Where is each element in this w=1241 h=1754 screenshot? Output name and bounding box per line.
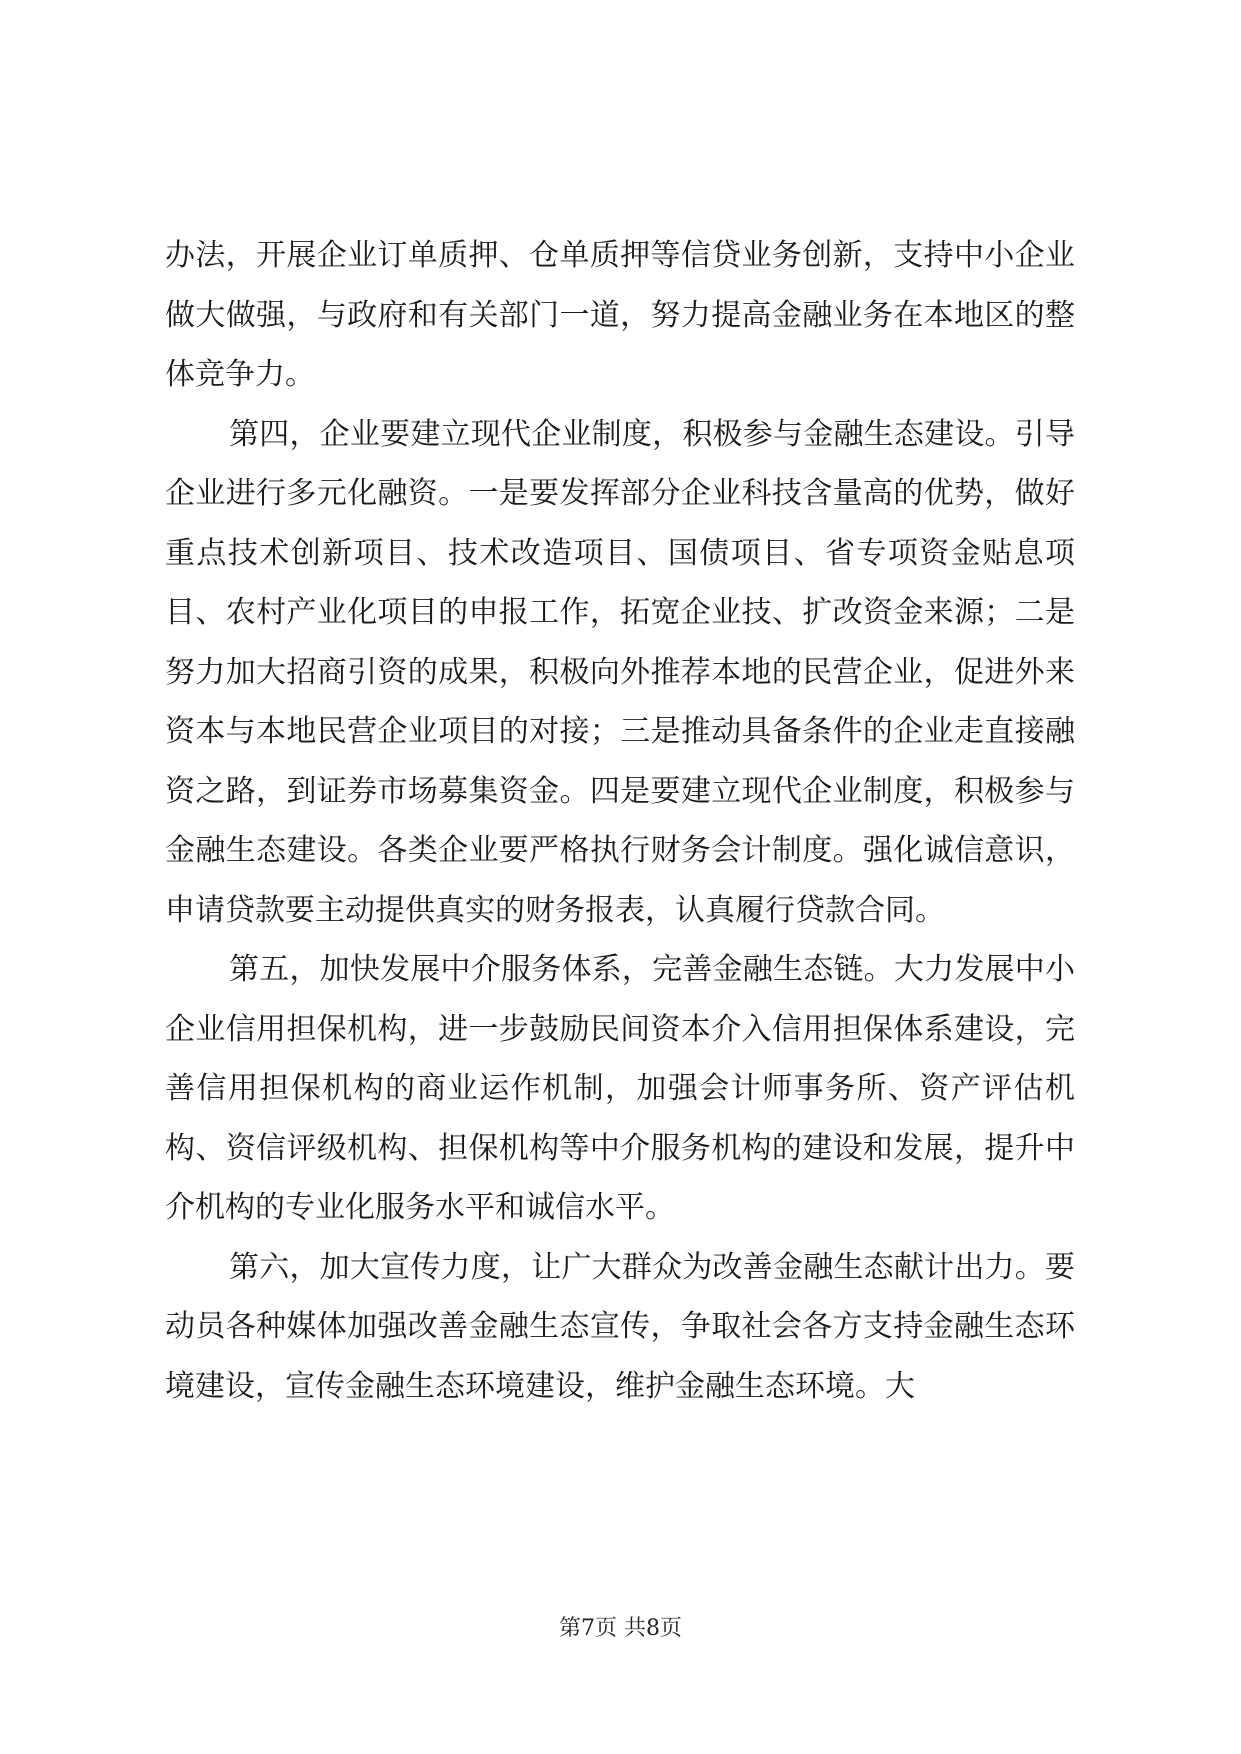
- paragraph-continuation: 办法，开展企业订单质押、仓单质押等信贷业务创新，支持中小企业做大做强，与政府和有关部门一道，努力提高金融业务在本地区的整体竞争力。: [165, 238, 1075, 392]
- paragraph-sixth: 第六，加大宣传力度，让广大群众为改善金融生态献计出力。要动员各种媒体加强改善金融生态宣传，争取社会各方支持金融生态环境建设，宣传金融生态环境建设，维护金融生态环境。大: [165, 1249, 1075, 1404]
- paragraph-fifth: 第五，加快发展中介服务体系，完善金融生态链。大力发展中小企业信用担保机构，进一步鼓励民间资本介入信用担保体系建设，完善信用担保机构的商业运作机制，加强会计师事务所、资产评估机构、资信评级机构、担保机构等中介服务机构的建设和发展，提升中介机构的专业化服务水平和诚信水平。: [165, 952, 1075, 1225]
- paragraph-fourth: 第四，企业要建立现代企业制度，积极参与金融生态建设。引导企业进行多元化融资。一是要发挥部分企业科技含量高的优势，做好重点技术创新项目、技术改造项目、国债项目、省专项资金贴息项目、农村产业化项目的申报工作，拓宽企业技、扩改资金来源；二是努力加大招商引资的成果，积极向外推荐本地的民营企业，促进外来资本与本地民营企业项目的对接；三是推动具备条件的企业走直接融资之路，到证券市场募集资金。四是要建立现代企业制度，积极参与金融生态建设。各类企业要严格执行财务会计制度。强化诚信意识，申请贷款要主动提供真实的财务报表，认真履行贷款合同。: [165, 416, 1075, 928]
- document-body: [165, 226, 1075, 1416]
- page-number-footer: 第7页 共8页: [559, 1616, 682, 1641]
